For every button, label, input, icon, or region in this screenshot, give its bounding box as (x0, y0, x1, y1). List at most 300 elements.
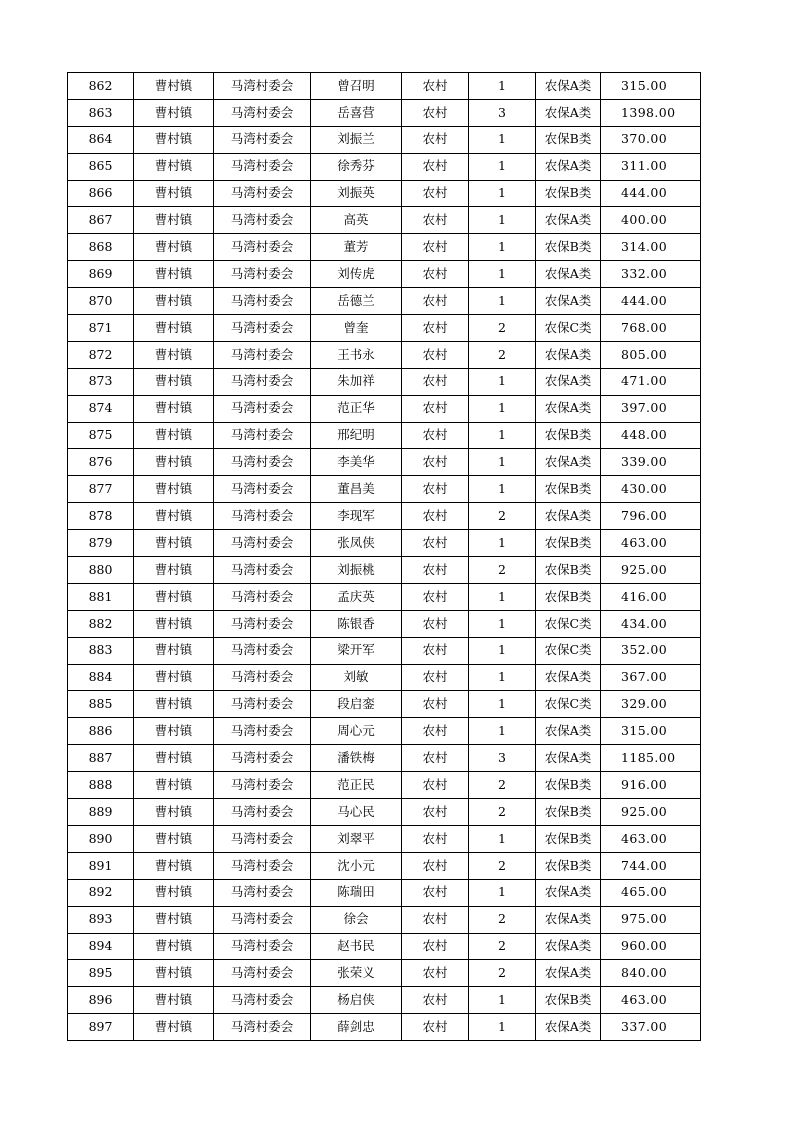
village-cell: 马湾村委会 (214, 341, 311, 368)
village-cell: 马湾村委会 (214, 99, 311, 126)
village-cell: 马湾村委会 (214, 745, 311, 772)
person-count-cell: 2 (469, 557, 536, 584)
person-count-cell: 2 (469, 933, 536, 960)
household-type-cell: 农村 (402, 73, 469, 100)
village-cell: 马湾村委会 (214, 637, 311, 664)
household-type-cell: 农村 (402, 126, 469, 153)
serial-number-cell: 894 (68, 933, 134, 960)
category-cell: 农保B类 (536, 852, 601, 879)
town-cell: 曹村镇 (134, 987, 214, 1014)
person-name-cell: 王书永 (311, 341, 402, 368)
person-count-cell: 2 (469, 960, 536, 987)
town-cell: 曹村镇 (134, 207, 214, 234)
person-name-cell: 徐会 (311, 906, 402, 933)
category-cell: 农保A类 (536, 99, 601, 126)
category-cell: 农保A类 (536, 341, 601, 368)
amount-cell: 315.00 (601, 718, 701, 745)
amount-cell: 925.00 (601, 799, 701, 826)
serial-number-cell: 882 (68, 610, 134, 637)
household-type-cell: 农村 (402, 1014, 469, 1041)
household-type-cell: 农村 (402, 557, 469, 584)
household-type-cell: 农村 (402, 799, 469, 826)
serial-number-cell: 876 (68, 449, 134, 476)
category-cell: 农保A类 (536, 960, 601, 987)
person-count-cell: 2 (469, 315, 536, 342)
town-cell: 曹村镇 (134, 610, 214, 637)
person-name-cell: 刘传虎 (311, 261, 402, 288)
town-cell: 曹村镇 (134, 718, 214, 745)
table-row (68, 852, 701, 879)
town-cell: 曹村镇 (134, 664, 214, 691)
person-count-cell: 1 (469, 610, 536, 637)
town-cell: 曹村镇 (134, 73, 214, 100)
town-cell: 曹村镇 (134, 879, 214, 906)
person-name-cell: 马心民 (311, 799, 402, 826)
person-name-cell: 刘振桃 (311, 557, 402, 584)
table-row (68, 772, 701, 799)
serial-number-cell: 889 (68, 799, 134, 826)
table-row (68, 799, 701, 826)
village-cell: 马湾村委会 (214, 1014, 311, 1041)
person-name-cell: 段启銮 (311, 691, 402, 718)
table-row (68, 315, 701, 342)
category-cell: 农保A类 (536, 718, 601, 745)
amount-cell: 1398.00 (601, 99, 701, 126)
person-name-cell: 沈小元 (311, 852, 402, 879)
household-type-cell: 农村 (402, 476, 469, 503)
amount-cell: 397.00 (601, 395, 701, 422)
table-row (68, 422, 701, 449)
village-cell: 马湾村委会 (214, 933, 311, 960)
person-name-cell: 岳德兰 (311, 288, 402, 315)
village-cell: 马湾村委会 (214, 288, 311, 315)
village-cell: 马湾村委会 (214, 503, 311, 530)
village-cell: 马湾村委会 (214, 261, 311, 288)
category-cell: 农保A类 (536, 664, 601, 691)
household-type-cell: 农村 (402, 987, 469, 1014)
amount-cell: 1185.00 (601, 745, 701, 772)
serial-number-cell: 866 (68, 180, 134, 207)
household-type-cell: 农村 (402, 637, 469, 664)
town-cell: 曹村镇 (134, 557, 214, 584)
table-row (68, 234, 701, 261)
person-name-cell: 刘翠平 (311, 825, 402, 852)
person-count-cell: 1 (469, 1014, 536, 1041)
amount-cell: 840.00 (601, 960, 701, 987)
serial-number-cell: 888 (68, 772, 134, 799)
serial-number-cell: 877 (68, 476, 134, 503)
household-type-cell: 农村 (402, 449, 469, 476)
category-cell: 农保B类 (536, 180, 601, 207)
person-count-cell: 1 (469, 261, 536, 288)
person-count-cell: 1 (469, 422, 536, 449)
town-cell: 曹村镇 (134, 637, 214, 664)
table-row (68, 449, 701, 476)
table-row (68, 395, 701, 422)
serial-number-cell: 872 (68, 341, 134, 368)
person-count-cell: 2 (469, 772, 536, 799)
village-cell: 马湾村委会 (214, 153, 311, 180)
serial-number-cell: 895 (68, 960, 134, 987)
category-cell: 农保C类 (536, 315, 601, 342)
category-cell: 农保A类 (536, 933, 601, 960)
person-name-cell: 周心元 (311, 718, 402, 745)
person-count-cell: 1 (469, 476, 536, 503)
town-cell: 曹村镇 (134, 395, 214, 422)
category-cell: 农保A类 (536, 368, 601, 395)
household-type-cell: 农村 (402, 906, 469, 933)
village-cell: 马湾村委会 (214, 368, 311, 395)
town-cell: 曹村镇 (134, 852, 214, 879)
category-cell: 农保B类 (536, 772, 601, 799)
town-cell: 曹村镇 (134, 476, 214, 503)
village-cell: 马湾村委会 (214, 718, 311, 745)
amount-cell: 416.00 (601, 583, 701, 610)
person-count-cell: 1 (469, 530, 536, 557)
category-cell: 农保A类 (536, 503, 601, 530)
table-row (68, 261, 701, 288)
village-cell: 马湾村委会 (214, 126, 311, 153)
person-count-cell: 1 (469, 449, 536, 476)
person-name-cell: 曾奎 (311, 315, 402, 342)
amount-cell: 471.00 (601, 368, 701, 395)
table-row (68, 960, 701, 987)
category-cell: 农保A类 (536, 1014, 601, 1041)
household-type-cell: 农村 (402, 691, 469, 718)
person-count-cell: 1 (469, 126, 536, 153)
category-cell: 农保B类 (536, 234, 601, 261)
amount-cell: 329.00 (601, 691, 701, 718)
person-count-cell: 1 (469, 234, 536, 261)
village-cell: 马湾村委会 (214, 449, 311, 476)
household-type-cell: 农村 (402, 341, 469, 368)
amount-cell: 337.00 (601, 1014, 701, 1041)
village-cell: 马湾村委会 (214, 960, 311, 987)
person-count-cell: 1 (469, 691, 536, 718)
village-cell: 马湾村委会 (214, 906, 311, 933)
household-type-cell: 农村 (402, 852, 469, 879)
table-row (68, 583, 701, 610)
amount-cell: 768.00 (601, 315, 701, 342)
serial-number-cell: 884 (68, 664, 134, 691)
table-row (68, 691, 701, 718)
serial-number-cell: 871 (68, 315, 134, 342)
household-type-cell: 农村 (402, 583, 469, 610)
table-row (68, 879, 701, 906)
town-cell: 曹村镇 (134, 288, 214, 315)
serial-number-cell: 864 (68, 126, 134, 153)
person-name-cell: 张凤侠 (311, 530, 402, 557)
category-cell: 农保A类 (536, 153, 601, 180)
town-cell: 曹村镇 (134, 261, 214, 288)
table-row (68, 557, 701, 584)
amount-cell: 916.00 (601, 772, 701, 799)
village-cell: 马湾村委会 (214, 852, 311, 879)
person-name-cell: 范正民 (311, 772, 402, 799)
village-cell: 马湾村委会 (214, 207, 311, 234)
household-type-cell: 农村 (402, 99, 469, 126)
serial-number-cell: 870 (68, 288, 134, 315)
serial-number-cell: 874 (68, 395, 134, 422)
serial-number-cell: 892 (68, 879, 134, 906)
person-name-cell: 高英 (311, 207, 402, 234)
table-row (68, 987, 701, 1014)
table-row (68, 718, 701, 745)
serial-number-cell: 863 (68, 99, 134, 126)
household-type-cell: 农村 (402, 745, 469, 772)
person-name-cell: 岳喜营 (311, 99, 402, 126)
village-cell: 马湾村委会 (214, 395, 311, 422)
person-name-cell: 陈银香 (311, 610, 402, 637)
person-name-cell: 刘敏 (311, 664, 402, 691)
town-cell: 曹村镇 (134, 126, 214, 153)
village-cell: 马湾村委会 (214, 476, 311, 503)
town-cell: 曹村镇 (134, 234, 214, 261)
amount-cell: 448.00 (601, 422, 701, 449)
village-cell: 马湾村委会 (214, 879, 311, 906)
amount-cell: 332.00 (601, 261, 701, 288)
table-row (68, 99, 701, 126)
village-cell: 马湾村委会 (214, 799, 311, 826)
serial-number-cell: 869 (68, 261, 134, 288)
household-type-cell: 农村 (402, 207, 469, 234)
person-count-cell: 3 (469, 745, 536, 772)
category-cell: 农保B类 (536, 476, 601, 503)
amount-cell: 430.00 (601, 476, 701, 503)
person-count-cell: 1 (469, 180, 536, 207)
household-type-cell: 农村 (402, 772, 469, 799)
village-cell: 马湾村委会 (214, 73, 311, 100)
category-cell: 农保A类 (536, 288, 601, 315)
town-cell: 曹村镇 (134, 1014, 214, 1041)
table-row (68, 933, 701, 960)
category-cell: 农保B类 (536, 530, 601, 557)
person-name-cell: 刘振兰 (311, 126, 402, 153)
amount-cell: 975.00 (601, 906, 701, 933)
amount-cell: 367.00 (601, 664, 701, 691)
person-name-cell: 朱加祥 (311, 368, 402, 395)
town-cell: 曹村镇 (134, 503, 214, 530)
town-cell: 曹村镇 (134, 933, 214, 960)
amount-cell: 339.00 (601, 449, 701, 476)
serial-number-cell: 885 (68, 691, 134, 718)
category-cell: 农保C类 (536, 691, 601, 718)
category-cell: 农保A类 (536, 261, 601, 288)
amount-cell: 352.00 (601, 637, 701, 664)
table-row (68, 906, 701, 933)
amount-cell: 434.00 (601, 610, 701, 637)
town-cell: 曹村镇 (134, 906, 214, 933)
person-name-cell: 孟庆英 (311, 583, 402, 610)
serial-number-cell: 887 (68, 745, 134, 772)
town-cell: 曹村镇 (134, 825, 214, 852)
person-count-cell: 2 (469, 906, 536, 933)
category-cell: 农保A类 (536, 449, 601, 476)
household-type-cell: 农村 (402, 395, 469, 422)
serial-number-cell: 880 (68, 557, 134, 584)
household-type-cell: 农村 (402, 368, 469, 395)
town-cell: 曹村镇 (134, 772, 214, 799)
household-type-cell: 农村 (402, 153, 469, 180)
person-name-cell: 张荣义 (311, 960, 402, 987)
person-count-cell: 1 (469, 207, 536, 234)
village-cell: 马湾村委会 (214, 530, 311, 557)
village-cell: 马湾村委会 (214, 610, 311, 637)
serial-number-cell: 867 (68, 207, 134, 234)
household-type-cell: 农村 (402, 315, 469, 342)
category-cell: 农保B类 (536, 583, 601, 610)
village-cell: 马湾村委会 (214, 557, 311, 584)
serial-number-cell: 886 (68, 718, 134, 745)
village-cell: 马湾村委会 (214, 315, 311, 342)
table-row (68, 153, 701, 180)
person-count-cell: 2 (469, 852, 536, 879)
category-cell: 农保C类 (536, 637, 601, 664)
person-count-cell: 1 (469, 637, 536, 664)
amount-cell: 925.00 (601, 557, 701, 584)
serial-number-cell: 881 (68, 583, 134, 610)
town-cell: 曹村镇 (134, 449, 214, 476)
person-count-cell: 1 (469, 718, 536, 745)
village-cell: 马湾村委会 (214, 234, 311, 261)
village-cell: 马湾村委会 (214, 825, 311, 852)
town-cell: 曹村镇 (134, 745, 214, 772)
serial-number-cell: 878 (68, 503, 134, 530)
village-cell: 马湾村委会 (214, 583, 311, 610)
village-cell: 马湾村委会 (214, 691, 311, 718)
household-type-cell: 农村 (402, 610, 469, 637)
person-count-cell: 1 (469, 153, 536, 180)
household-type-cell: 农村 (402, 530, 469, 557)
category-cell: 农保A类 (536, 906, 601, 933)
person-name-cell: 曾召明 (311, 73, 402, 100)
table-row (68, 637, 701, 664)
household-type-cell: 农村 (402, 422, 469, 449)
household-type-cell: 农村 (402, 234, 469, 261)
person-name-cell: 杨启侠 (311, 987, 402, 1014)
table-row (68, 368, 701, 395)
table-row (68, 1014, 701, 1041)
table-row (68, 341, 701, 368)
town-cell: 曹村镇 (134, 341, 214, 368)
village-cell: 马湾村委会 (214, 987, 311, 1014)
table-row (68, 825, 701, 852)
household-type-cell: 农村 (402, 503, 469, 530)
table-row (68, 476, 701, 503)
household-type-cell: 农村 (402, 664, 469, 691)
person-count-cell: 1 (469, 825, 536, 852)
serial-number-cell: 890 (68, 825, 134, 852)
category-cell: 农保C类 (536, 610, 601, 637)
category-cell: 农保A类 (536, 73, 601, 100)
amount-cell: 960.00 (601, 933, 701, 960)
amount-cell: 370.00 (601, 126, 701, 153)
amount-cell: 400.00 (601, 207, 701, 234)
table-row (68, 288, 701, 315)
person-count-cell: 1 (469, 664, 536, 691)
household-type-cell: 农村 (402, 288, 469, 315)
person-count-cell: 1 (469, 368, 536, 395)
amount-cell: 465.00 (601, 879, 701, 906)
amount-cell: 311.00 (601, 153, 701, 180)
household-type-cell: 农村 (402, 180, 469, 207)
table-row (68, 610, 701, 637)
person-count-cell: 1 (469, 879, 536, 906)
household-type-cell: 农村 (402, 261, 469, 288)
household-type-cell: 农村 (402, 879, 469, 906)
amount-cell: 744.00 (601, 852, 701, 879)
village-cell: 马湾村委会 (214, 422, 311, 449)
town-cell: 曹村镇 (134, 368, 214, 395)
serial-number-cell: 896 (68, 987, 134, 1014)
serial-number-cell: 879 (68, 530, 134, 557)
village-cell: 马湾村委会 (214, 772, 311, 799)
table-row (68, 530, 701, 557)
person-name-cell: 梁开军 (311, 637, 402, 664)
person-count-cell: 1 (469, 583, 536, 610)
person-count-cell: 3 (469, 99, 536, 126)
town-cell: 曹村镇 (134, 180, 214, 207)
person-count-cell: 2 (469, 341, 536, 368)
amount-cell: 463.00 (601, 825, 701, 852)
table-row (68, 180, 701, 207)
person-name-cell: 董昌美 (311, 476, 402, 503)
table-row (68, 745, 701, 772)
serial-number-cell: 883 (68, 637, 134, 664)
person-name-cell: 赵书民 (311, 933, 402, 960)
serial-number-cell: 862 (68, 73, 134, 100)
person-count-cell: 1 (469, 288, 536, 315)
town-cell: 曹村镇 (134, 422, 214, 449)
town-cell: 曹村镇 (134, 691, 214, 718)
serial-number-cell: 868 (68, 234, 134, 261)
amount-cell: 444.00 (601, 288, 701, 315)
person-name-cell: 陈瑞田 (311, 879, 402, 906)
serial-number-cell: 897 (68, 1014, 134, 1041)
person-count-cell: 1 (469, 395, 536, 422)
town-cell: 曹村镇 (134, 960, 214, 987)
household-type-cell: 农村 (402, 718, 469, 745)
village-cell: 马湾村委会 (214, 180, 311, 207)
person-name-cell: 薛剑忠 (311, 1014, 402, 1041)
amount-cell: 796.00 (601, 503, 701, 530)
category-cell: 农保A类 (536, 207, 601, 234)
person-name-cell: 李美华 (311, 449, 402, 476)
category-cell: 农保A类 (536, 879, 601, 906)
town-cell: 曹村镇 (134, 153, 214, 180)
person-name-cell: 潘铁梅 (311, 745, 402, 772)
amount-cell: 314.00 (601, 234, 701, 261)
amount-cell: 805.00 (601, 341, 701, 368)
table-row (68, 126, 701, 153)
person-name-cell: 范正华 (311, 395, 402, 422)
person-name-cell: 刘振英 (311, 180, 402, 207)
amount-cell: 315.00 (601, 73, 701, 100)
person-count-cell: 2 (469, 503, 536, 530)
serial-number-cell: 893 (68, 906, 134, 933)
category-cell: 农保B类 (536, 987, 601, 1014)
table-row (68, 207, 701, 234)
serial-number-cell: 873 (68, 368, 134, 395)
serial-number-cell: 875 (68, 422, 134, 449)
category-cell: 农保B类 (536, 799, 601, 826)
person-count-cell: 2 (469, 799, 536, 826)
household-type-cell: 农村 (402, 933, 469, 960)
category-cell: 农保A类 (536, 395, 601, 422)
town-cell: 曹村镇 (134, 583, 214, 610)
amount-cell: 444.00 (601, 180, 701, 207)
amount-cell: 463.00 (601, 987, 701, 1014)
